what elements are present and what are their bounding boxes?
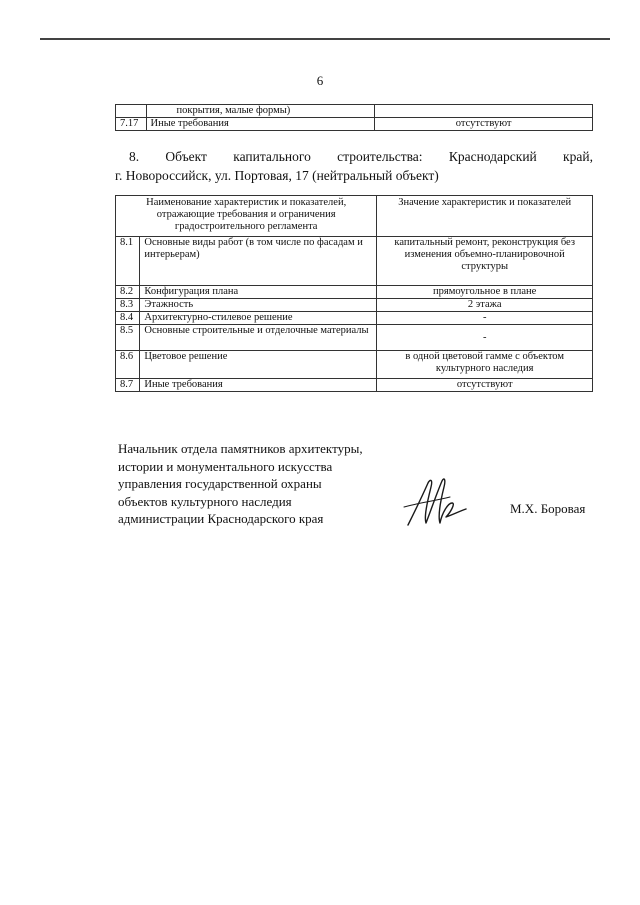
table-row bbox=[116, 351, 593, 379]
row-name: Архитектурно-стилевое решение bbox=[140, 312, 377, 325]
section-8-heading bbox=[115, 147, 593, 185]
signatory-title-line: истории и монументального искусства bbox=[118, 458, 333, 474]
row-number: 8.7 bbox=[116, 379, 140, 392]
signatory-title-line: управления государственной охраны bbox=[118, 476, 322, 491]
row-number: 7.17 bbox=[116, 118, 147, 131]
row-number bbox=[116, 105, 147, 118]
heading-word: строительства: bbox=[337, 149, 423, 164]
row-name: Цветовое решение bbox=[140, 351, 377, 379]
signatory-title-line: Начальник отдела памятников архитектуры, bbox=[118, 441, 363, 456]
row-name: Иные требования bbox=[140, 379, 377, 392]
heading-word: капитального bbox=[233, 149, 311, 164]
heading-line-2: г. Новороссийск, ул. Портовая, 17 (нейтральный объект) bbox=[115, 168, 439, 183]
row-value: прямоугольное в плане bbox=[377, 286, 593, 299]
table-row bbox=[116, 299, 593, 312]
row-number: 8.5 bbox=[116, 325, 140, 351]
handwritten-signature bbox=[400, 473, 470, 531]
row-number: 8.3 bbox=[116, 299, 140, 312]
row-number: 8.4 bbox=[116, 312, 140, 325]
row-name: Основные строительные и отделочные материалы bbox=[140, 325, 377, 351]
table-row bbox=[116, 286, 593, 299]
row-name: покрытия, малые формы) bbox=[146, 105, 375, 118]
table-header-row bbox=[116, 196, 593, 237]
table-row bbox=[116, 312, 593, 325]
row-value bbox=[375, 105, 593, 118]
row-name: Этажность bbox=[140, 299, 377, 312]
page-number: 6 bbox=[316, 73, 324, 88]
signer-name: М.Х. Боровая bbox=[510, 501, 586, 516]
signatory-title-line: объектов культурного наследия bbox=[118, 493, 292, 509]
heading-line-1 bbox=[115, 147, 593, 166]
row-value: отсутствуют bbox=[377, 379, 593, 392]
table-row bbox=[116, 325, 593, 351]
table-row bbox=[116, 379, 593, 392]
table-section-8 bbox=[115, 195, 593, 392]
row-name: Конфигурация плана bbox=[140, 286, 377, 299]
table-row bbox=[116, 105, 593, 118]
table-row bbox=[116, 118, 593, 131]
row-value: 2 этажа bbox=[377, 299, 593, 312]
row-name: Основные виды работ (в том числе по фасадам и интерьерам) bbox=[140, 237, 377, 286]
row-number: 8.2 bbox=[116, 286, 140, 299]
section-number: 8. bbox=[129, 149, 140, 164]
heading-word: Объект bbox=[165, 149, 207, 164]
row-value: - bbox=[377, 325, 593, 351]
scan-edge-line bbox=[40, 38, 610, 40]
heading-word: край, bbox=[563, 149, 593, 164]
signature-block bbox=[118, 440, 418, 528]
row-value: - bbox=[377, 312, 593, 325]
heading-word: Краснодарский bbox=[448, 149, 537, 164]
table-row bbox=[116, 237, 593, 286]
row-value: отсутствуют bbox=[375, 118, 593, 131]
row-number: 8.6 bbox=[116, 351, 140, 379]
header-value: Значение характеристик и показателей bbox=[377, 196, 593, 237]
signatory-title-line: администрации Краснодарского края bbox=[118, 511, 324, 526]
row-name: Иные требования bbox=[146, 118, 375, 131]
row-number: 8.1 bbox=[116, 237, 140, 286]
row-value: капитальный ремонт, реконструкция без изменения объемно-планировочной структуры bbox=[377, 237, 593, 286]
row-value: в одной цветовой гамме с объектом культурного наследия bbox=[377, 351, 593, 379]
table-section-7-tail bbox=[115, 104, 593, 131]
header-name: Наименование характеристик и показателей, отражающие требования и ограничения градостроительного регламента bbox=[116, 196, 377, 237]
